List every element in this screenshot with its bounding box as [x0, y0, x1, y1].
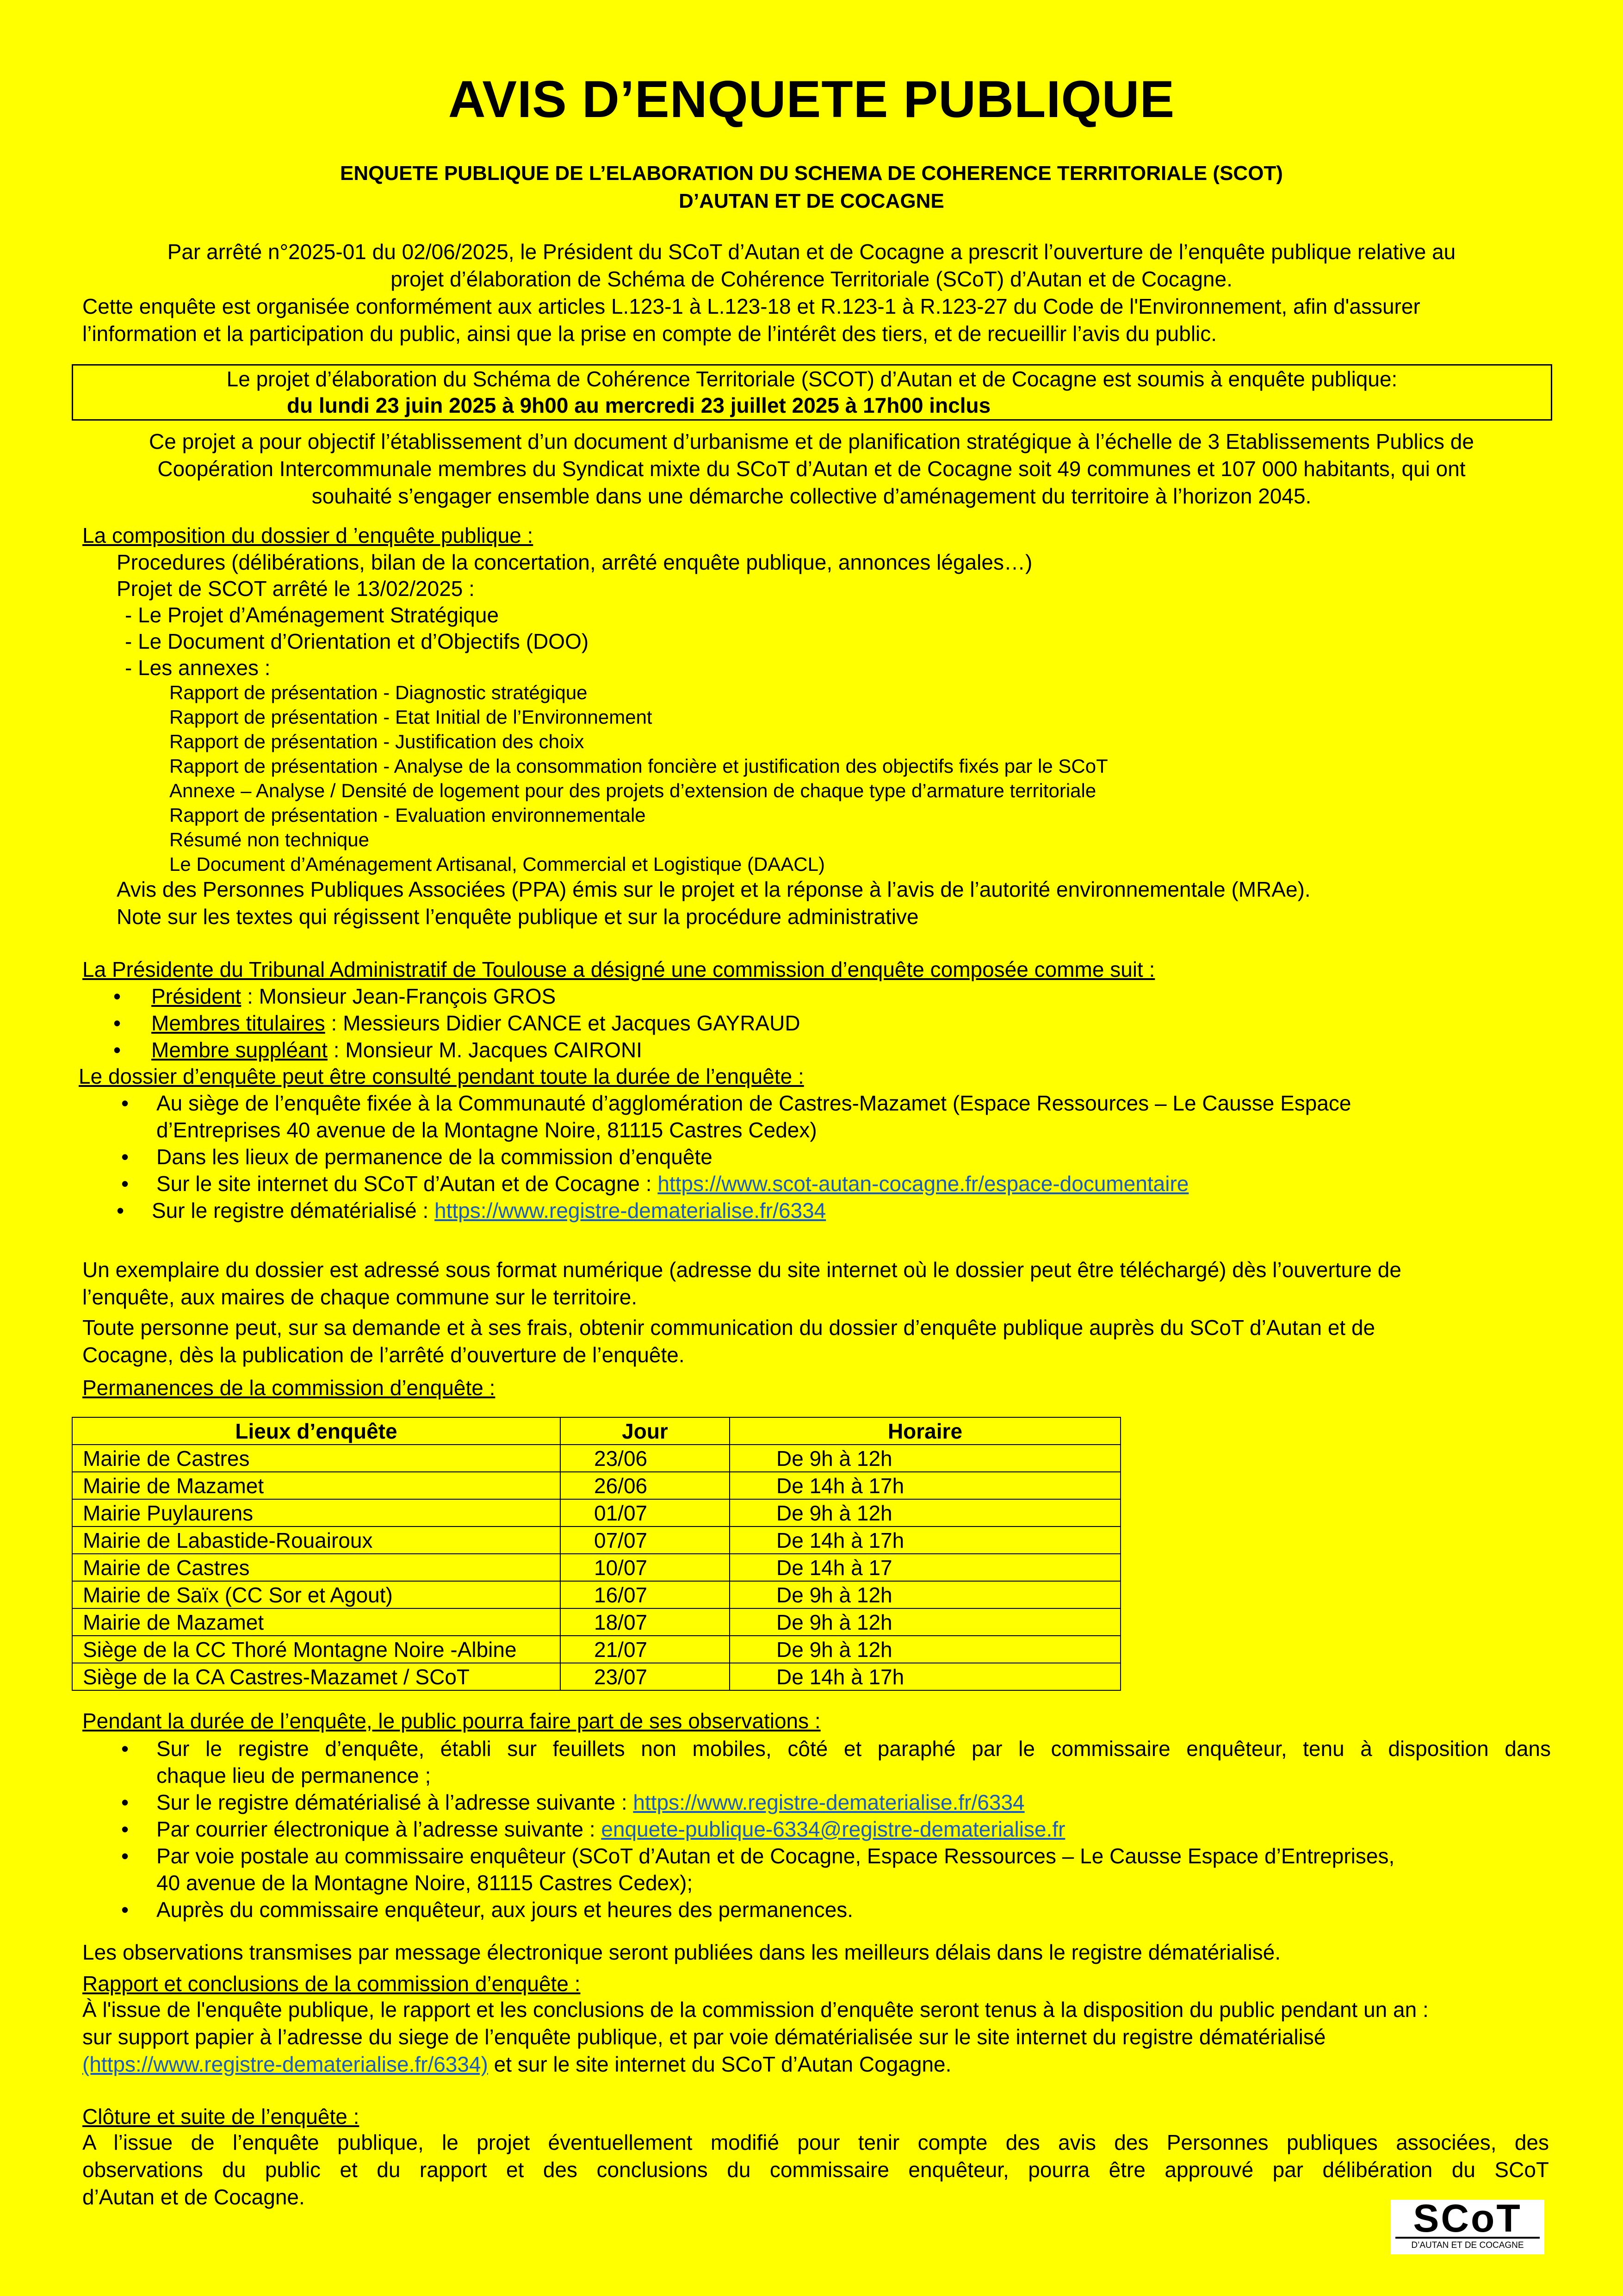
bullet-icon: •: [121, 1790, 129, 1814]
observation-item: [121, 1816, 1065, 1843]
table-row: [72, 1445, 1121, 1472]
time-cell: De 14h à 17h: [730, 1527, 1121, 1554]
table-row: [72, 1663, 1121, 1690]
observation-text: Sur le registre d’enquête, établi sur feuillets non mobiles, côté et paraphé par le commissaire enquêteur, tenu à disposition dans: [156, 1737, 1551, 1761]
bullet-icon: •: [113, 984, 121, 1008]
bullet-icon: •: [121, 1172, 129, 1196]
day-cell: 16/07: [560, 1581, 730, 1608]
consultation-item: [121, 1143, 712, 1170]
bullet-icon: •: [121, 1844, 129, 1868]
place-cell: Mairie de Castres: [72, 1445, 560, 1472]
permanences-heading: Permanences de la commission d’enquête :: [82, 1376, 496, 1400]
exemplaire-paragraph: [82, 1256, 1563, 1311]
cloture-line: A l’issue de l’enquête publique, le projet éventuellement modifié pour tenir compte des avis des Personnes publiques associées, des: [82, 2130, 1549, 2154]
rapport-line: sur support papier à l’adresse du siege de l’enquête publique, et par voie dématérialisée sur le site internet du registre dématérialisé: [82, 2025, 1326, 2049]
intro-line: l’information et la participation du public, ainsi que la prise en compte de l’intérêt des tiers, et de recueillir l’avis du public.: [82, 322, 1217, 346]
rapport-line: [82, 2051, 1563, 2078]
registre-link[interactable]: https://www.registre-dematerialise.fr/6334: [434, 1198, 826, 1222]
bullet-icon: •: [121, 1091, 129, 1115]
subtitle: [0, 160, 1623, 215]
observation-text: 40 avenue de la Montagne Noire, 81115 Castres Cedex);: [156, 1871, 693, 1895]
day-cell: 01/07: [560, 1499, 730, 1527]
table-row: [72, 1608, 1121, 1636]
rapport-heading: Rapport et conclusions de la commission d’enquête :: [82, 1972, 581, 1996]
day-cell: 23/07: [560, 1663, 730, 1690]
annex-item: Rapport de présentation - Evaluation environnementale: [169, 804, 646, 826]
observation-item: [121, 1896, 853, 1923]
observations-heading: Pendant la durée de l’enquête, le public pourra faire part de ses observations :: [82, 1709, 821, 1733]
intro-paragraph: [0, 238, 1623, 293]
member-name: : Monsieur Jean-François GROS: [241, 984, 556, 1008]
exemplaire-line: Cocagne, dès la publication de l’arrêté d’ouverture de l’enquête.: [82, 1343, 685, 1367]
observation-item: [121, 1843, 1537, 1896]
table-header-row: [72, 1417, 1121, 1445]
time-cell: De 9h à 12h: [730, 1581, 1121, 1608]
intro-line: Par arrêté n°2025-01 du 02/06/2025, le Président du SCoT d’Autan et de Cocagne a prescrit l’ouverture de l’enquête publique relative au: [167, 240, 1456, 264]
intro-line: projet d’élaboration de Schéma de Cohérence Territoriale (SCoT) d’Autan et de Cocagne.: [390, 267, 1233, 291]
member-role: Membres titulaires: [151, 1011, 325, 1035]
table-row: [72, 1499, 1121, 1527]
composition-ppa: Avis des Personnes Publiques Associées (PPA) émis sur le projet et la réponse à l’avis de l’autorité environnementale (MRAe).: [117, 877, 1311, 901]
time-cell: De 14h à 17: [730, 1554, 1121, 1581]
scot-website-link[interactable]: https://www.scot-autan-cocagne.fr/espace-documentaire: [657, 1172, 1189, 1196]
page-title: AVIS D’ENQUETE PUBLIQUE: [448, 70, 1175, 128]
exemplaire-paragraph-2: [82, 1314, 1563, 1369]
bullet-icon: •: [121, 1898, 129, 1922]
table-row: [72, 1581, 1121, 1608]
enquiry-dates-line-2: du lundi 23 juin 2025 à 9h00 au mercredi 23 juillet 2025 à 17h00 inclus: [287, 393, 991, 417]
consultation-item: [117, 1197, 826, 1224]
bullet-icon: •: [121, 1737, 129, 1761]
place-cell: Mairie de Mazamet: [72, 1472, 560, 1499]
observations-published: Les observations transmises par message électronique seront publiées dans les meilleurs délais dans le registre dématérialisé.: [82, 1940, 1281, 1964]
objective-line: souhaité s’engager ensemble dans une démarche collective d’aménagement du territoire à l’horizon 2045.: [311, 484, 1312, 508]
column-header: Lieux d’enquête: [72, 1417, 560, 1445]
rapport-paragraph: [82, 1996, 1563, 2078]
day-cell: 18/07: [560, 1608, 730, 1636]
enquiry-dates-line-1: Le projet d’élaboration du Schéma de Cohérence Territoriale (SCOT) d’Autan et de Cocagne est soumis à enquête publique:: [226, 367, 1398, 391]
consultation-heading: Le dossier d’enquête peut être consulté pendant toute la durée de l’enquête :: [79, 1064, 804, 1088]
observation-text: Auprès du commissaire enquêteur, aux jours et heures des permanences.: [156, 1898, 854, 1922]
table-row: [72, 1472, 1121, 1499]
cloture-heading: Clôture et suite de l’enquête :: [82, 2104, 359, 2128]
cloture-line: d’Autan et de Cocagne.: [82, 2185, 305, 2209]
bullet-icon: •: [121, 1145, 129, 1169]
observation-text: chaque lieu de permanence ;: [156, 1763, 431, 1787]
place-cell: Mairie de Saïx (CC Sor et Agout): [72, 1581, 560, 1608]
bullet-icon: •: [117, 1198, 124, 1222]
exemplaire-line: l’enquête, aux maires de chaque commune sur le territoire.: [82, 1285, 638, 1309]
rapport-line: À l'issue de l'enquête publique, le rapport et les conclusions de la commission d’enquête seront tenus à la disposition du public pendant un an :: [82, 1998, 1429, 2022]
composition-sub-2: - Le Document d’Orientation et d’Objectifs (DOO): [125, 629, 589, 653]
place-cell: Siège de la CA Castres-Mazamet / SCoT: [72, 1663, 560, 1690]
consultation-text: Dans les lieux de permanence de la commission d’enquête: [156, 1145, 712, 1169]
commission-member: [113, 1036, 642, 1063]
place-cell: Mairie de Mazamet: [72, 1608, 560, 1636]
annex-item: Rapport de présentation - Etat Initial de l’Environnement: [169, 706, 652, 728]
member-role: Membre suppléant: [151, 1038, 328, 1062]
bullet-icon: •: [113, 1011, 121, 1035]
composition-heading: La composition du dossier d ’enquête publique :: [82, 523, 533, 547]
annex-item: Le Document d’Aménagement Artisanal, Commercial et Logistique (DAACL): [169, 853, 825, 875]
time-cell: De 14h à 17h: [730, 1663, 1121, 1690]
day-cell: 10/07: [560, 1554, 730, 1581]
email-link[interactable]: enquete-publique-6334@registre-dematerialise.fr: [601, 1817, 1065, 1841]
observation-text: Par courrier électronique à l’adresse suivante :: [156, 1817, 601, 1841]
member-name: : Monsieur M. Jacques CAIRONI: [327, 1038, 642, 1062]
time-cell: De 9h à 12h: [730, 1608, 1121, 1636]
annex-list: [169, 680, 1108, 876]
subtitle-line-1: ENQUETE PUBLIQUE DE L’ELABORATION DU SCHEMA DE COHERENCE TERRITORIALE (SCOT): [340, 162, 1283, 185]
composition-sub-1: - Le Projet d’Aménagement Stratégique: [125, 603, 499, 627]
objective-line: Ce projet a pour objectif l’établissement d’un document d’urbanisme et de planification stratégique à l’échelle de 3 Etablissements Publics de: [149, 429, 1474, 453]
annex-item: Rapport de présentation - Diagnostic stratégique: [169, 682, 588, 703]
bullet-icon: •: [121, 1817, 129, 1841]
table-row: [72, 1636, 1121, 1663]
column-header: Horaire: [730, 1417, 1121, 1445]
exemplaire-line: Toute personne peut, sur sa demande et à ses frais, obtenir communication du dossier d’enquête publique auprès du SCoT d’Autan et de: [82, 1316, 1375, 1340]
composition-note: Note sur les textes qui régissent l’enquête publique et sur la procédure administrative: [117, 905, 919, 929]
composition-procedures: Procedures (délibérations, bilan de la concertation, arrêté enquête publique, annonces légales…): [117, 550, 1033, 574]
permanences-table: [72, 1417, 1121, 1691]
objective-line: Coopération Intercommunale membres du Syndicat mixte du SCoT d’Autan et de Cocagne soit 49 communes et 107 000 habitants, qui ont: [157, 457, 1466, 481]
day-cell: 26/06: [560, 1472, 730, 1499]
time-cell: De 14h à 17h: [730, 1472, 1121, 1499]
day-cell: 23/06: [560, 1445, 730, 1472]
cloture-line: observations du public et du rapport et des conclusions du commissaire enquêteur, pourra être approuvé par délibération du SCoT: [82, 2158, 1549, 2182]
observation-item: [121, 1789, 1025, 1816]
annex-item: Rapport de présentation - Analyse de la consommation foncière et justification des objectifs fixés par le SCoT: [169, 755, 1108, 777]
consultation-item: [121, 1090, 1555, 1143]
exemplaire-line: Un exemplaire du dossier est adressé sous format numérique (adresse du site internet où le dossier peut être téléchargé) dès l’ouverture de: [82, 1258, 1401, 1282]
commission-member: [113, 983, 556, 1010]
subtitle-line-2: D’AUTAN ET DE COCAGNE: [679, 190, 944, 212]
consultation-text: Sur le registre dématérialisé :: [152, 1198, 435, 1222]
logo-caption: D’AUTAN ET DE COCAGNE: [1411, 2240, 1524, 2250]
commission-member: [113, 1010, 800, 1036]
rapport-text: et sur le site internet du SCoT d’Autan Cogagne.: [488, 2052, 952, 2076]
observation-text: Par voie postale au commissaire enquêteur (SCoT d’Autan et de Cocagne, Espace Ressources – Le Causse Espace d’Entreprises,: [156, 1844, 1395, 1868]
time-cell: De 9h à 12h: [730, 1445, 1121, 1472]
member-name: : Messieurs Didier CANCE et Jacques GAYRAUD: [325, 1011, 800, 1035]
table-row: [72, 1527, 1121, 1554]
registre-link[interactable]: https://www.registre-dematerialise.fr/6334: [633, 1790, 1025, 1814]
intro-line: Cette enquête est organisée conformément aux articles L.123-1 à L.123-18 et R.123-1 à R.123-27 du Code de l'Environnement, afin d'assurer: [82, 294, 1420, 318]
annex-item: Rapport de présentation - Justification des choix: [169, 731, 584, 752]
consultation-text: Sur le site internet du SCoT d’Autan et de Cocagne :: [156, 1172, 658, 1196]
annex-item: Résumé non technique: [169, 829, 369, 850]
annex-item: Annexe – Analyse / Densité de logement pour des projets d’extension de chaque type d’armature territoriale: [169, 780, 1096, 801]
place-cell: Siège de la CC Thoré Montagne Noire -Albine: [72, 1636, 560, 1663]
consultation-text: d’Entreprises 40 avenue de la Montagne Noire, 81115 Castres Cedex): [156, 1118, 817, 1142]
time-cell: De 9h à 12h: [730, 1636, 1121, 1663]
consultation-item: [121, 1170, 1189, 1197]
place-cell: Mairie Puylaurens: [72, 1499, 560, 1527]
registre-link[interactable]: (https://www.registre-dematerialise.fr/6334): [82, 2052, 488, 2076]
time-cell: De 9h à 12h: [730, 1499, 1121, 1527]
place-cell: Mairie de Labastide-Rouairoux: [72, 1527, 560, 1554]
table-row: [72, 1554, 1121, 1581]
logo-wordmark: SCoT: [1395, 2200, 1540, 2239]
day-cell: 07/07: [560, 1527, 730, 1554]
member-role: Président: [151, 984, 242, 1008]
cloture-paragraph: [82, 2129, 1549, 2211]
observation-item: [121, 1735, 1551, 1789]
day-cell: 21/07: [560, 1636, 730, 1663]
commission-heading: La Présidente du Tribunal Administratif de Toulouse a désigné une commission d’enquête composée comme suit :: [82, 957, 1155, 981]
composition-sub-3: - Les annexes :: [125, 656, 271, 680]
intro-paragraph-2: [82, 293, 1563, 348]
bullet-icon: •: [113, 1038, 121, 1062]
objective-paragraph: [0, 428, 1623, 510]
column-header: Jour: [560, 1417, 730, 1445]
composition-projet: Projet de SCOT arrêté le 13/02/2025 :: [117, 577, 475, 601]
place-cell: Mairie de Castres: [72, 1554, 560, 1581]
scot-logo: [1391, 2197, 1544, 2254]
consultation-text: Au siège de l’enquête fixée à la Communauté d’agglomération de Castres-Mazamet (Espace Ressources – Le Causse Espace: [156, 1091, 1351, 1115]
observation-text: Sur le registre dématérialisé à l’adresse suivante :: [156, 1790, 633, 1814]
